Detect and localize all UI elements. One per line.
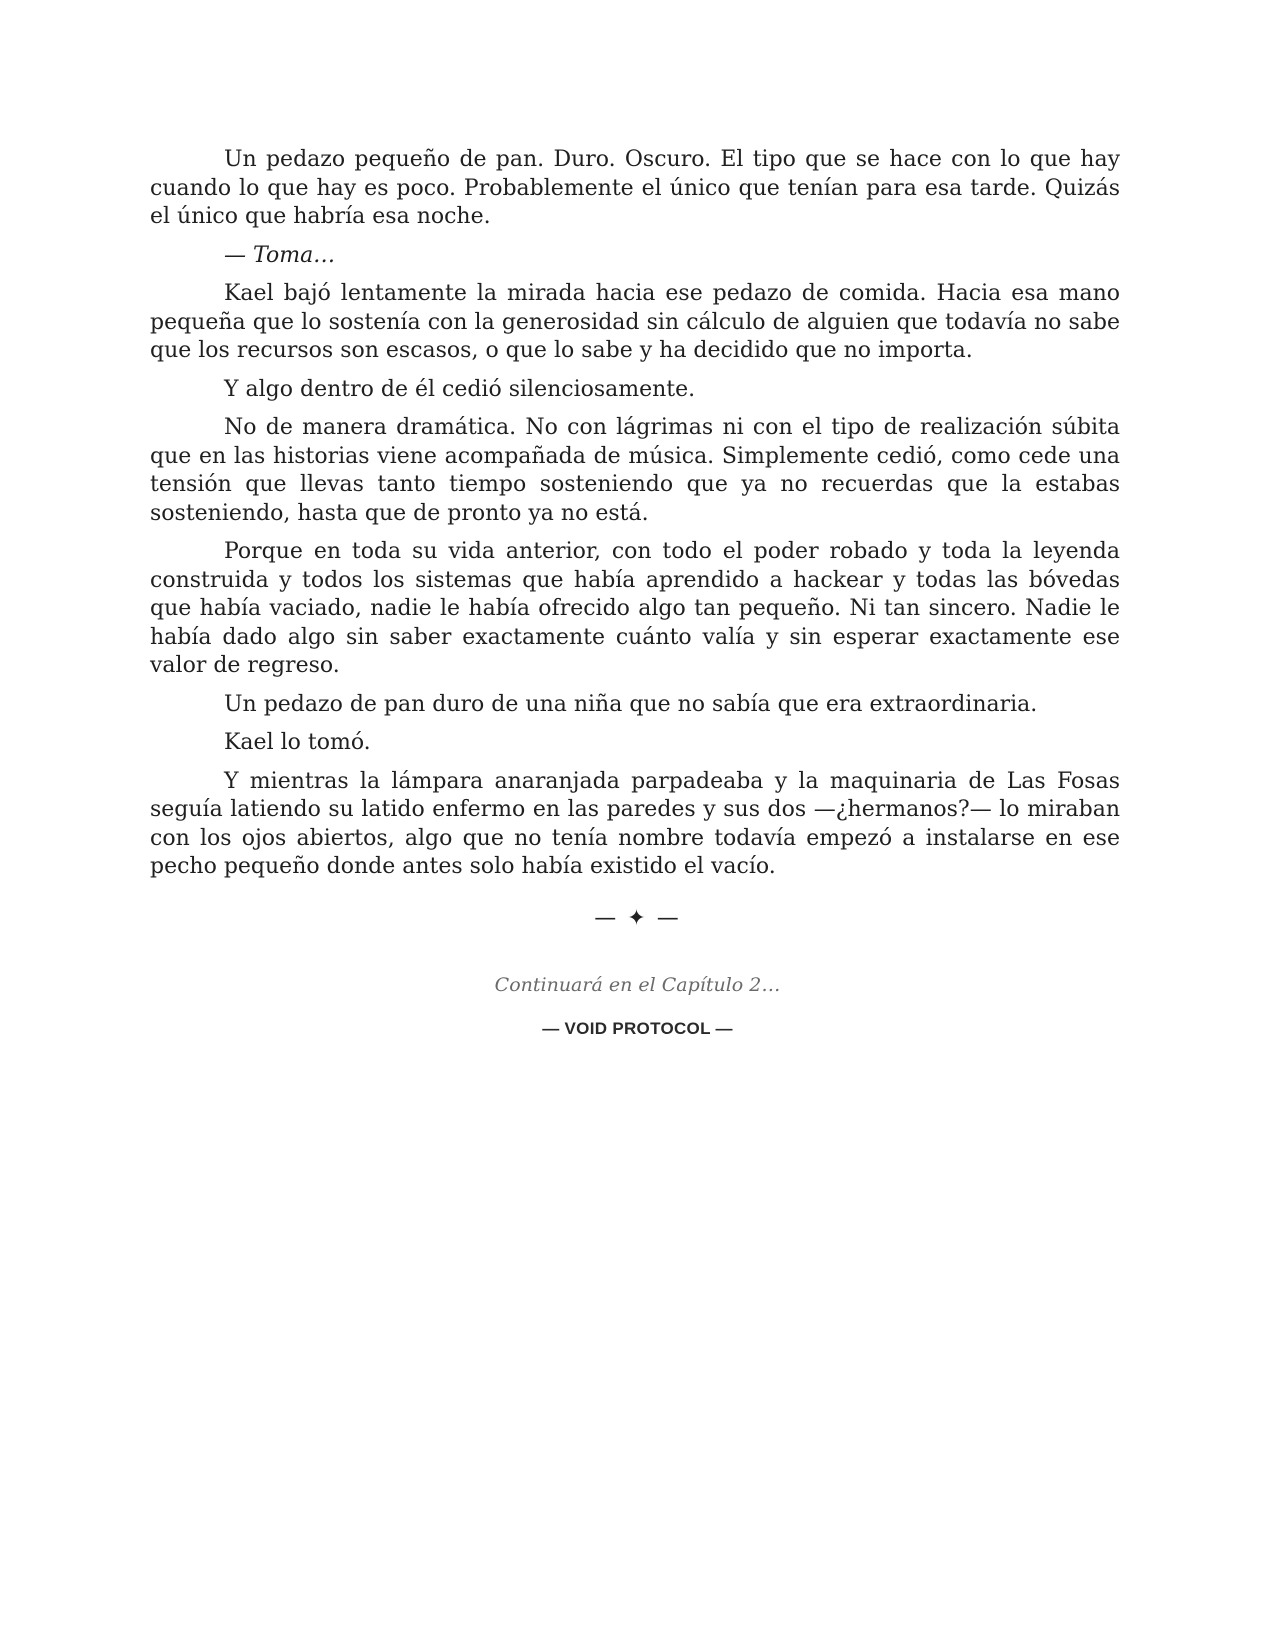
paragraph: No de manera dramática. No con lágrimas ni con el tipo de realización súbita que en las historias viene acompañada de música. Simplemente cedió, como cede una tensión que llevas tanto tiempo sosteniendo que ya no recuerdas que la estabas sosteniendo, hasta que de pronto ya no está.	[150, 415, 1120, 526]
paragraph: Un pedazo pequeño de pan. Duro. Oscuro. El tipo que se hace con lo que hay cuando lo que hay es poco. Probablemente el único que tenían para esa tarde. Quizás el único que habría esa noche.	[150, 147, 1120, 229]
chapter-body	[150, 146, 1120, 892]
paragraph: Kael lo tomó.	[224, 730, 371, 755]
paragraph: Un pedazo de pan duro de una niña que no sabía que era extraordinaria.	[224, 691, 1038, 717]
continuation-note: Continuará en el Capítulo 2…	[494, 974, 781, 996]
dialogue-line: — Toma…	[224, 242, 336, 268]
paragraph: Porque en toda su vida anterior, con todo el poder robado y toda la leyenda construida y todos los sistemas que había aprendido a hackear y todas las bóvedas que había vaciado, nadie le había ofrecido algo tan pequeño. Ni tan sincero. Nadie le había dado algo sin saber exactamente cuánto valía y sin esperar exactamente ese valor de regreso.	[150, 539, 1120, 678]
paragraph: Y mientras la lámpara anaranjada parpadeaba y la maquinaria de Las Fosas seguía latiendo su latido enfermo en las paredes y sus dos —¿hermanos?— lo miraban con los ojos abiertos, algo que no tenía nombre todavía empezó a instalarse en ese pecho pequeño donde antes solo había existido el vacío.	[150, 768, 1120, 879]
book-title-footer: — VOID PROTOCOL —	[542, 1019, 733, 1038]
paragraph: Kael bajó lentamente la mirada hacia ese pedazo de comida. Hacia esa mano pequeña que lo sostenía con la generosidad sin cálculo de alguien que todavía no sabe que los recursos son escasos, o que lo sabe y ha decidido que no importa.	[150, 281, 1120, 363]
section-separator: — ✦ —	[594, 906, 681, 931]
paragraph: Y algo dentro de él cedió silenciosamente.	[224, 376, 696, 402]
